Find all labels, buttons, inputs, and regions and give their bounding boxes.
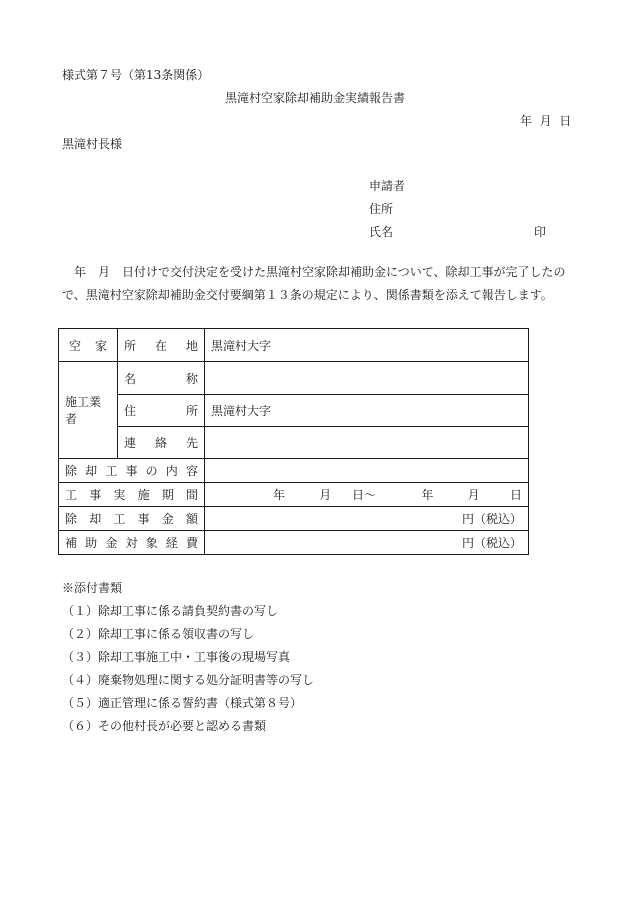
contractor-name-value[interactable]: [205, 362, 529, 395]
form-number: 様式第７号（第13条関係）: [62, 68, 210, 82]
work-cost-label: 除 却 工 事 金 額: [59, 507, 205, 531]
contractor-address-label: 住 所: [118, 395, 205, 427]
attachments-list: [62, 580, 314, 741]
list-item: （１）除却工事に係る請負契約書の写し: [62, 604, 279, 618]
document-title: 黒滝村空家除却補助金実績報告書: [224, 91, 405, 105]
location-value[interactable]: 黒滝村大字: [205, 329, 529, 362]
location-label: 所 在 地: [118, 329, 205, 362]
list-item: （４）廃棄物処理に関する処分証明書等の写し: [62, 673, 315, 687]
addressee: 黒滝村長様: [62, 137, 123, 151]
table-row: [59, 531, 529, 555]
contractor-name-label: 名 称: [118, 362, 205, 395]
list-item: （３）除却工事施工中・工事後の現場写真: [62, 650, 291, 664]
table-row: [59, 395, 529, 427]
list-item: （２）除却工事に係る領収書の写し: [62, 627, 255, 641]
report-body-line-2: で、黒滝村空家除却補助金交付要綱第１３条の規定により、関係書類を添えて報告します。: [62, 288, 553, 302]
subsidy-cost-value[interactable]: 円（税込）: [205, 531, 529, 555]
table-row: [59, 427, 529, 459]
list-item: （６）その他村長が必要と認める書類: [62, 719, 267, 733]
applicant-label: 申請者: [369, 179, 406, 193]
applicant-name-label: 氏名: [369, 225, 394, 239]
list-item: （５）適正管理に係る誓約書（様式第８号）: [62, 696, 303, 710]
work-cost-value[interactable]: 円（税込）: [205, 507, 529, 531]
work-content-label: 除 却 工 事 の 内 容: [59, 459, 205, 483]
table-row: [59, 507, 529, 531]
report-body: [62, 261, 572, 307]
applicant-address-label: 住所: [369, 202, 394, 216]
work-content-value[interactable]: [205, 459, 529, 483]
report-table: [58, 328, 529, 555]
subsidy-cost-label: 補 助 金 対 象 経 費: [59, 531, 205, 555]
table-row: [59, 459, 529, 483]
contractor-label: 施工業者: [59, 362, 118, 459]
table-row: [59, 329, 529, 362]
table-row: [59, 362, 529, 395]
contractor-contact-value[interactable]: [205, 427, 529, 459]
report-body-line-1: 年 月 日付けで交付決定を受けた黒滝村空家除却補助金について、除却工事が完了したの: [62, 265, 566, 279]
attachments-heading: ※添付書類: [62, 581, 123, 595]
table-row: [59, 483, 529, 507]
contractor-contact-label: 連 絡 先: [118, 427, 205, 459]
work-period-value[interactable]: 年 月 日〜 年 月 日: [205, 483, 529, 507]
work-period-label: 工 事 実 施 期 間: [59, 483, 205, 507]
vacant-house-label: 空 家: [59, 329, 118, 362]
report-date: 年 月 日: [520, 114, 572, 128]
contractor-address-value[interactable]: 黒滝村大字: [205, 395, 529, 427]
seal-mark: 印: [534, 225, 547, 239]
